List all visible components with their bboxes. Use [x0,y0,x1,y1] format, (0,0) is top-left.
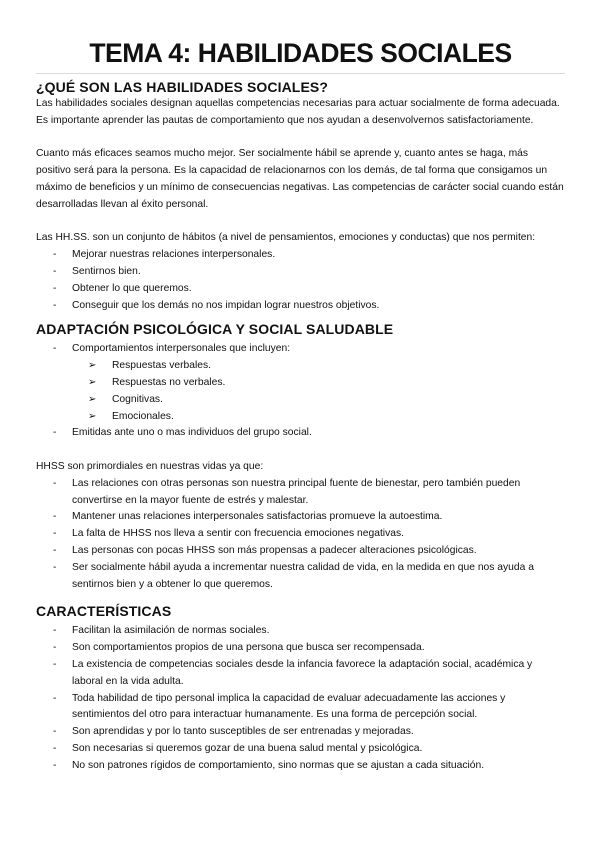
arrow-bullet-icon: ➢ [88,393,97,405]
sublist-respuestas [36,358,565,425]
sublist-item: ➢ Cognitivas. [36,392,565,409]
paragraph-eficacia: Cuanto más eficaces seamos mucho mejor. Ser socialmente hábil se aprende y, cuanto antes se haga, más positivo será para la persona. Es la capacidad de relacionarnos con los demás, de tal forma que consigamos un máximo de beneficios y un mínimo de consecuencias negativas. Las competencias de carácter social cuando están desarrolladas llevan al éxito personal. [36,148,564,210]
arrow-bullet-icon: ➢ [88,376,97,388]
paragraph-primordiales: HHSS son primordiales en nuestras vidas ya que: [36,460,264,472]
section-heading-adaptacion: ADAPTACIÓN PSICOLÓGICA Y SOCIAL SALUDABLE [36,321,394,338]
list-razones [36,476,565,594]
list-item: - Las relaciones con otras personas son nuestra principal fuente de bienestar, pero también pueden convertirse en la mayor fuente de estrés y malestar. [36,476,565,510]
sublist-item: ➢ Respuestas no verbales. [36,375,565,392]
paragraph-habitos: Las HH.SS. son un conjunto de hábitos (a nivel de pensamientos, emociones y conductas) que nos permiten: [36,232,536,244]
list-item: - Son necesarias si queremos gozar de una buena salud mental y psicológica. [36,741,565,758]
list-permiten [36,247,565,314]
list-item: - Facilitan la asimilación de normas sociales. [36,623,565,640]
list-item: - Ser socialmente hábil ayuda a incrementar nuestra calidad de vida, en la medida en que nos ayuda a sentirnos bien y a obtener lo que queremos. [36,560,565,594]
list-caracteristicas [36,623,565,774]
section-heading-que-son: ¿QUÉ SON LAS HABILIDADES SOCIALES? [36,79,328,95]
list-item: - Conseguir que los demás no nos impidan lograr nuestros objetivos. [36,298,565,315]
list-item: - Sentirnos bien. [36,264,565,281]
list-item: - Son aprendidas y por lo tanto susceptibles de ser entrenadas y mejoradas. [36,724,565,741]
list-comportamientos [36,341,565,358]
list-item: - Mantener unas relaciones interpersonales satisfactorias promueve la autoestima. [36,509,565,526]
list-item: - La existencia de competencias sociales desde la infancia favorece la adaptación social, académica y laboral en la vida adulta. [36,657,565,691]
list-item: - Emitidas ante uno o mas individuos del grupo social. [36,425,565,442]
title-divider [36,73,565,74]
list-item: - No son patrones rígidos de comportamiento, sino normas que se ajustan a cada situación. [36,758,565,775]
list-item: - Mejorar nuestras relaciones interpersonales. [36,247,565,264]
sublist-item: ➢ Respuestas verbales. [36,358,565,375]
list-item: - La falta de HHSS nos lleva a sentir con frecuencia emociones negativas. [36,526,565,543]
list-emitidas [36,425,565,442]
arrow-bullet-icon: ➢ [88,360,97,372]
list-item: - Obtener lo que queremos. [36,281,565,298]
list-item: - Las personas con pocas HHSS son más propensas a padecer alteraciones psicológicas. [36,543,565,560]
list-item: - Comportamientos interpersonales que incluyen: [36,341,565,358]
paragraph-definition: Las habilidades sociales designan aquellas competencias necesarias para actuar socialmente de forma adecuada. Es importante aprender las pautas de comportamiento que nos ayudan a desenvolvernos satisfactoriamente. [36,98,560,126]
arrow-bullet-icon: ➢ [88,410,97,422]
list-item: - Toda habilidad de tipo personal implica la capacidad de evaluar adecuadamente las acciones y sentimientos del otro para interactuar humanamente. Es una forma de percepción social. [36,691,565,725]
list-item: - Son comportamientos propios de una persona que busca ser recompensada. [36,640,565,657]
document-title: TEMA 4: HABILIDADES SOCIALES [89,38,512,68]
section-heading-caracteristicas: CARACTERÍSTICAS [36,603,172,620]
sublist-item: ➢ Emocionales. [36,409,565,426]
